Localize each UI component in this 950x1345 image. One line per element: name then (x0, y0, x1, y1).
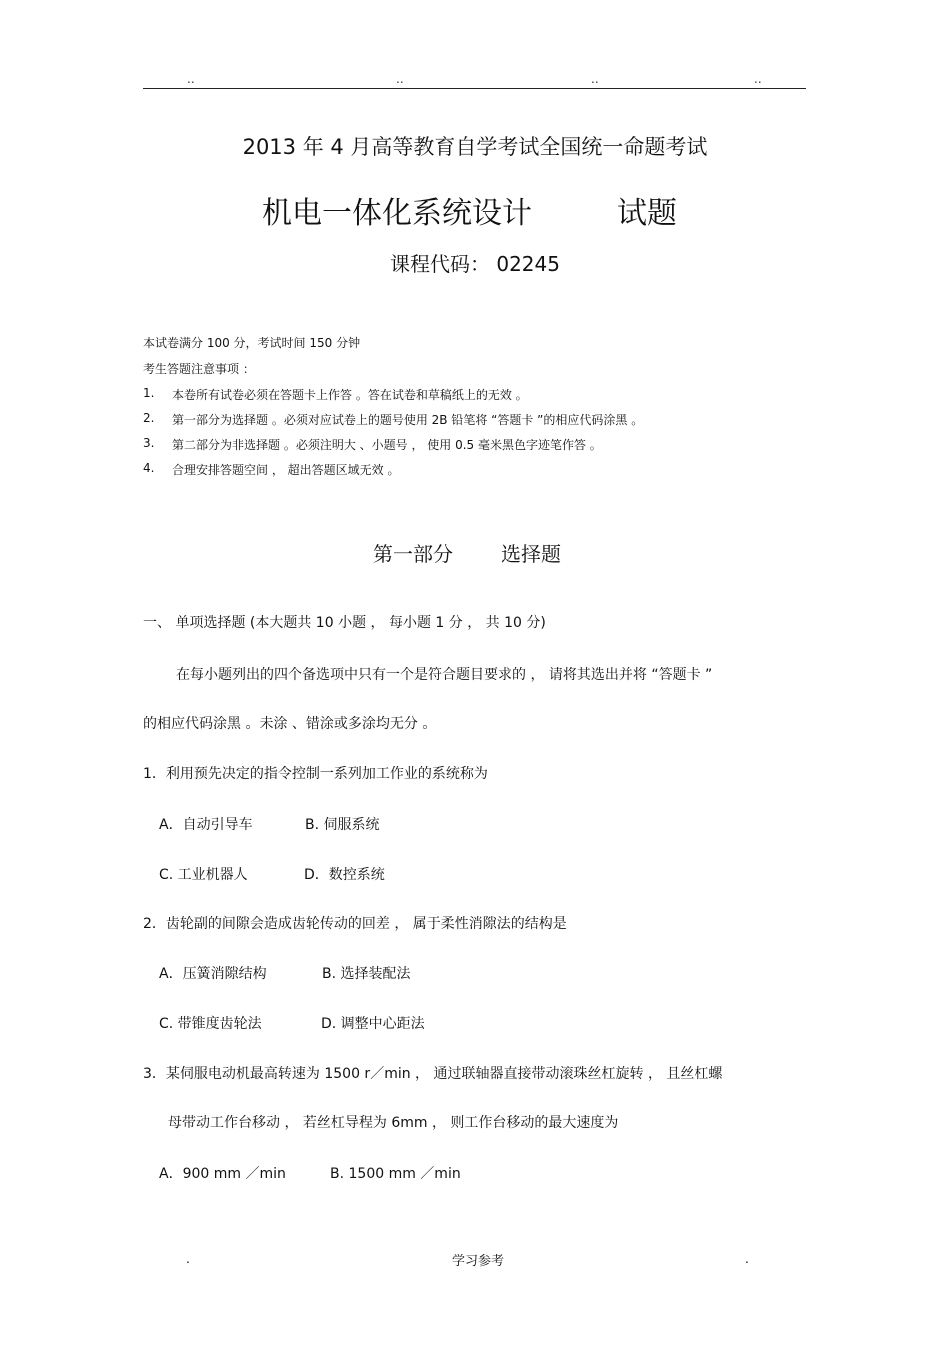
footer-right-dot: . (745, 1252, 749, 1266)
section1-heading: 一、 单项选择题 (本大题共 10 小题 ， 每小题 1 分 ， 共 10 分) (143, 615, 546, 631)
note-num-2: 2. (143, 411, 155, 425)
note-num-4: 4. (143, 461, 155, 475)
question-1-stem: 1．利用预先决定的指令控制一系列加工作业的系统称为 (143, 766, 488, 782)
header-dots-3: .. (591, 72, 599, 86)
question-3-stem-cont: 母带动工作台移动 ， 若丝杠导程为 6mm ， 则工作台移动的最大速度为 (168, 1115, 619, 1131)
question-3-stem: 3．某伺服电动机最高转速为 1500 r／min ， 通过联轴器直接带动滚珠丝杠旋转 ， 且丝杠螺 (143, 1066, 723, 1082)
subject-name: 机电一体化系统设计 (262, 196, 532, 231)
subject-suffix: 试题 (617, 196, 677, 231)
question-2-stem: 2．齿轮副的间隙会造成齿轮传动的回差 ， 属于柔性消隙法的结构是 (143, 916, 567, 932)
question-2-option-a: A．压簧消隙结构 (159, 966, 267, 982)
header-dots-1: .. (187, 72, 195, 86)
course-code: 课程代码： 02245 (390, 252, 560, 276)
question-1-option-b: B. 伺服系统 (305, 817, 380, 833)
note-text-4: 合理安排答题空间 ， 超出答题区域无效 。 (172, 463, 400, 477)
question-2-option-c: C. 带锥度齿轮法 (159, 1016, 262, 1032)
note-num-3: 3. (143, 436, 155, 450)
question-3-option-b: B. 1500 mm ／min (330, 1166, 461, 1182)
part1-title-2: 选择题 (501, 542, 561, 566)
notes-score-time: 本试卷满分 100 分，考试时间 150 分钟 (143, 336, 361, 350)
note-text-2: 第一部分为选择题 。必须对应试卷上的题号使用 2B 铅笔将 “答题卡 ”的相应代码涂黑 。 (172, 413, 644, 427)
question-2-option-d: D. 调整中心距法 (321, 1016, 425, 1032)
question-1-option-d: D．数控系统 (304, 867, 385, 883)
question-1-option-c: C. 工业机器人 (159, 867, 248, 883)
header-dots-4: .. (754, 72, 762, 86)
section1-instructions-1: 在每小题列出的四个备选项中只有一个是符合题目要求的 ， 请将其选出并将 “答题卡 ” (176, 667, 713, 683)
notes-heading: 考生答题注意事项 ： (143, 362, 255, 376)
exam-title: 2013 年 4 月高等教育自学考试全国统一命题考试 (242, 135, 708, 159)
header-rule (143, 88, 806, 89)
section1-instructions-2: 的相应代码涂黑 。未涂 、错涂或多涂均无分 。 (143, 716, 437, 732)
part1-title: 第一部分 (373, 542, 453, 566)
note-text-3: 第二部分为非选择题 。必须注明大 、小题号 ， 使用 0.5 毫米黑色字迹笔作答 。 (172, 438, 602, 452)
header-dots-2: .. (396, 72, 404, 86)
footer-label: 学习参考 (452, 1254, 505, 1269)
note-text-1: 本卷所有试卷必须在答题卡上作答 。答在试卷和草稿纸上的无效 。 (172, 388, 528, 402)
question-1-option-a: A．自动引导车 (159, 817, 253, 833)
question-2-option-b: B. 选择装配法 (322, 966, 411, 982)
footer-left-dot: . (186, 1252, 190, 1266)
note-num-1: 1. (143, 386, 155, 400)
question-3-option-a: A．900 mm ／min (159, 1166, 286, 1182)
